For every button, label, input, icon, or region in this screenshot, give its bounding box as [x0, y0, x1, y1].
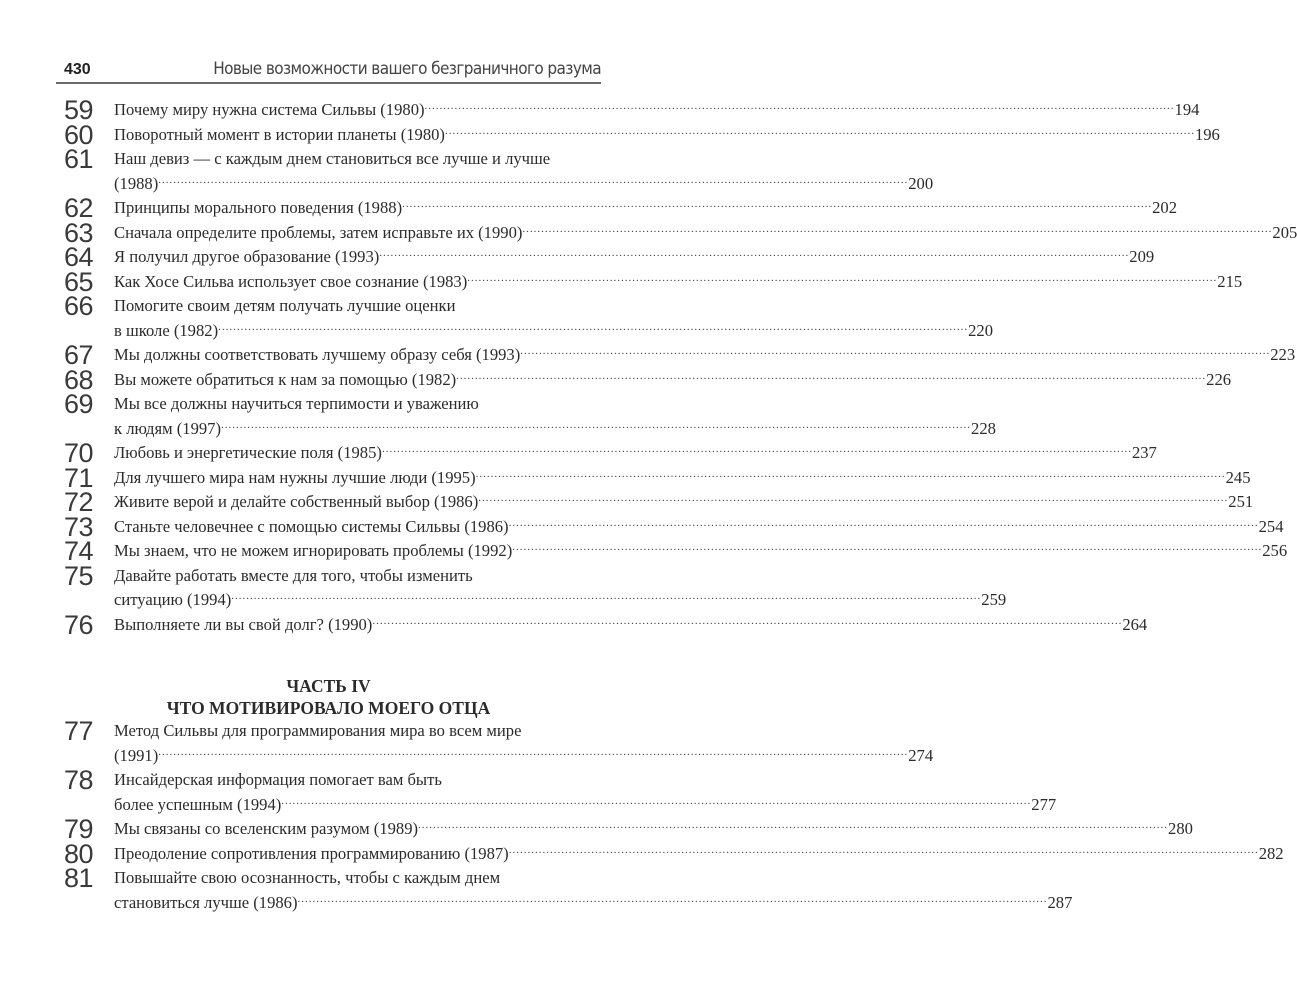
chapter-title: Преодоление сопротивления программированию (1987): [114, 843, 509, 863]
chapter-number: 68: [64, 364, 94, 395]
dot-leader: ........................................................................................................................................................................................................: [158, 745, 909, 758]
chapter-title: Мы должны соответствовать лучшему образу себя (1993): [114, 345, 521, 364]
chapter-number: 70: [64, 438, 94, 468]
dot-leader: ........................................................................................................................................................................................................: [520, 345, 1271, 357]
chapter-title: более успешным (1994): [114, 794, 282, 814]
chapter-number: 61: [64, 144, 94, 174]
chapter-number: 79: [64, 814, 94, 844]
page-reference: 280: [1168, 819, 1193, 838]
toc-entry[interactable]: [56, 364, 1232, 395]
page-reference: 277: [1031, 794, 1057, 814]
chapter-title: Почему миру нужна система Сильвы (1980): [114, 100, 425, 119]
entry-line: [114, 492, 1254, 517]
toc-entry[interactable]: [56, 814, 1193, 844]
chapter-title: Мы связаны со вселенским разумом (1989): [114, 819, 419, 838]
entry-line: [114, 296, 601, 321]
toc-entry[interactable]: [56, 95, 1200, 125]
dot-leader: ........................................................................................................................................................................................................: [456, 369, 1207, 382]
entry-line: [114, 566, 601, 591]
chapter-number: 69: [64, 389, 94, 419]
chapter-number: 64: [64, 242, 94, 272]
entry-line: [114, 198, 1177, 223]
dot-leader: ........................................................................................................................................................................................................: [231, 590, 982, 602]
chapter-number: 60: [64, 119, 94, 150]
dot-leader: ........................................................................................................................................................................................................: [158, 173, 909, 186]
dot-leader: ........................................................................................................................................................................................................: [218, 320, 969, 333]
entry-line: [114, 247, 1155, 272]
chapter-title: Для лучшего мира нам нужны лучшие люди (1995): [114, 467, 476, 487]
chapter-number: 65: [64, 266, 94, 297]
toc-entry[interactable]: [56, 291, 993, 345]
page-reference: 200: [908, 173, 934, 193]
dot-leader: ........................................................................................................................................................................................................: [467, 271, 1218, 284]
dot-leader: ........................................................................................................................................................................................................: [424, 100, 1175, 112]
dot-leader: ........................................................................................................................................................................................................: [381, 443, 1132, 455]
entry-line: [114, 345, 1296, 370]
toc-entry[interactable]: [56, 560, 1007, 615]
toc-entry[interactable]: [56, 716, 934, 770]
chapter-title: Инсайдерская информация помогает вам быть: [114, 770, 442, 789]
toc-entry[interactable]: [56, 242, 1155, 272]
entry-line: [114, 770, 601, 795]
entry-line: [114, 394, 601, 419]
page-reference: 264: [1122, 614, 1148, 634]
dot-leader: ........................................................................................................................................................................................................: [379, 247, 1130, 259]
entry-line: [114, 124, 1220, 150]
chapter-title: Поворотный момент в истории планеты (1980): [114, 124, 445, 144]
dot-leader: ........................................................................................................................................................................................................: [508, 843, 1259, 856]
chapter-number: 59: [64, 95, 94, 125]
toc-entry[interactable]: [56, 119, 1220, 150]
entry-line: [114, 467, 1251, 493]
toc-entry[interactable]: [56, 389, 996, 443]
part-label: ЧАСТЬ IV: [286, 676, 371, 696]
chapter-title: Станьте человечнее с помощью системы Сильвы (1986): [114, 516, 509, 536]
entry-line: [114, 721, 601, 746]
dot-leader: ........................................................................................................................................................................................................: [475, 467, 1226, 480]
toc-list-section-2: [56, 716, 1284, 917]
entry-line: [114, 745, 934, 771]
toc-entry[interactable]: [56, 511, 1284, 542]
dot-leader: ........................................................................................................................................................................................................: [281, 794, 1032, 807]
chapter-title: Повышайте свою осознанность, чтобы с каждым днем: [114, 868, 501, 887]
chapter-title: Метод Сильвы для программирования мира во всем мире: [114, 721, 522, 740]
chapter-title: Вы можете обратиться к нам за помощью (1982): [114, 369, 457, 389]
page-reference: 282: [1258, 843, 1284, 863]
chapter-number: 73: [64, 511, 94, 542]
chapter-number: 81: [64, 863, 94, 893]
entry-line: [114, 516, 1284, 542]
chapter-number: 67: [64, 340, 94, 370]
page-reference: 226: [1206, 369, 1232, 389]
entry-line: [114, 614, 1148, 640]
chapter-title: к людям (1997): [114, 418, 222, 438]
toc-entry[interactable]: [56, 193, 1177, 223]
toc-entry[interactable]: [56, 438, 1157, 468]
entry-line: [114, 149, 601, 174]
entry-line: [114, 100, 1200, 125]
chapter-number: 74: [64, 536, 94, 566]
chapter-title: Сначала определите проблемы, затем исправьте их (1990): [114, 222, 523, 242]
dot-leader: ........................................................................................................................................................................................................: [444, 124, 1195, 137]
toc-entry[interactable]: [56, 217, 1297, 248]
entry-line: [114, 173, 934, 199]
entry-line: [114, 443, 1157, 468]
page-reference: 196: [1194, 124, 1220, 144]
chapter-title: Мы знаем, что не можем игнорировать проблемы (1992): [114, 541, 513, 560]
page-reference: 215: [1217, 271, 1243, 291]
chapter-number: 76: [64, 609, 94, 640]
chapter-title: (1991): [114, 745, 159, 765]
chapter-title: Мы все должны научиться терпимости и уважению: [114, 394, 479, 413]
page-reference: 194: [1174, 100, 1200, 119]
page-reference: 223: [1270, 345, 1296, 364]
page-reference: 251: [1228, 492, 1254, 511]
running-title: Новые возможности вашего безграничного разума: [213, 59, 601, 79]
chapter-title: Помогите своим детям получать лучшие оценки: [114, 296, 456, 315]
chapter-title: Выполняете ли вы свой долг? (1990): [114, 614, 373, 634]
chapter-title: Наш девиз — с каждым днем становиться все лучше и лучше: [114, 149, 551, 168]
part-title: ЧТО МОТИВИРОВАЛО МОЕГО ОТЦА: [166, 698, 491, 718]
chapter-title: Любовь и энергетические поля (1985): [114, 443, 382, 462]
chapter-title: Как Хосе Сильва использует свое сознание (1983): [114, 271, 468, 291]
entry-line: [114, 868, 601, 893]
entry-line: [114, 843, 1284, 869]
entry-line: [114, 541, 1288, 566]
chapter-title: в школе (1982): [114, 320, 219, 340]
chapter-title: Принципы морального поведения (1988): [114, 198, 403, 217]
toc-list-section-1: [56, 95, 1297, 640]
toc-entry[interactable]: [56, 765, 1057, 819]
page-reference: 205: [1272, 222, 1297, 242]
page-reference: 287: [1047, 892, 1073, 912]
page-reference: 256: [1262, 541, 1288, 560]
page-reference: 274: [908, 745, 934, 765]
page-reference: 209: [1129, 247, 1155, 266]
chapter-title: становиться лучше (1986): [114, 892, 298, 912]
chapter-number: 72: [64, 487, 94, 517]
page-reference: 245: [1225, 467, 1251, 487]
toc-entry[interactable]: [56, 144, 934, 198]
entry-line: [114, 819, 1193, 844]
toc-entry[interactable]: [56, 487, 1254, 517]
chapter-title: Живите верой и делайте собственный выбор (1986): [114, 492, 479, 511]
toc-entry[interactable]: [56, 536, 1288, 566]
page-reference: 237: [1131, 443, 1157, 462]
dot-leader: ........................................................................................................................................................................................................: [372, 614, 1123, 627]
dot-leader: ........................................................................................................................................................................................................: [418, 819, 1169, 831]
chapter-number: 75: [64, 560, 94, 591]
page-reference: 259: [981, 590, 1007, 609]
toc-entry[interactable]: [56, 838, 1284, 869]
dot-leader: ........................................................................................................................................................................................................: [512, 541, 1263, 553]
page-header: [56, 58, 601, 84]
toc-entry[interactable]: [56, 340, 1296, 370]
dot-leader: ........................................................................................................................................................................................................: [508, 516, 1259, 529]
page-number: 430: [64, 61, 91, 78]
entry-line: [114, 418, 996, 444]
chapter-title: (1988): [114, 173, 159, 193]
chapter-number: 62: [64, 193, 94, 223]
chapter-number: 66: [64, 291, 94, 321]
dot-leader: ........................................................................................................................................................................................................: [402, 198, 1153, 210]
dot-leader: ........................................................................................................................................................................................................: [522, 222, 1273, 235]
chapter-title: Я получил другое образование (1993): [114, 247, 380, 266]
entry-line: [114, 369, 1232, 395]
page-reference: 202: [1152, 198, 1177, 217]
entry-line: [114, 590, 1007, 615]
page-reference: 254: [1258, 516, 1284, 536]
dot-leader: ........................................................................................................................................................................................................: [221, 418, 972, 431]
chapter-title: Давайте работать вместе для того, чтобы изменить: [114, 565, 473, 585]
chapter-number: 78: [64, 765, 94, 795]
entry-line: [114, 222, 1297, 248]
chapter-number: 71: [64, 462, 94, 493]
page-reference: 228: [971, 418, 996, 438]
toc-entry[interactable]: [56, 266, 1243, 297]
page-reference: 220: [968, 320, 993, 340]
chapter-number: 63: [64, 217, 94, 248]
chapter-number: 77: [64, 716, 94, 746]
entry-line: [114, 320, 993, 346]
dot-leader: ........................................................................................................................................................................................................: [478, 492, 1229, 504]
dot-leader: ........................................................................................................................................................................................................: [297, 892, 1048, 905]
chapter-number: 80: [64, 838, 94, 869]
toc-entry[interactable]: [56, 863, 1073, 917]
toc-entry[interactable]: [56, 609, 1148, 640]
toc-entry[interactable]: [56, 462, 1251, 493]
entry-line: [114, 271, 1243, 297]
entry-line: [114, 892, 1073, 918]
entry-line: [114, 794, 1057, 820]
chapter-title: ситуацию (1994): [114, 590, 232, 609]
part-heading: [56, 675, 601, 719]
